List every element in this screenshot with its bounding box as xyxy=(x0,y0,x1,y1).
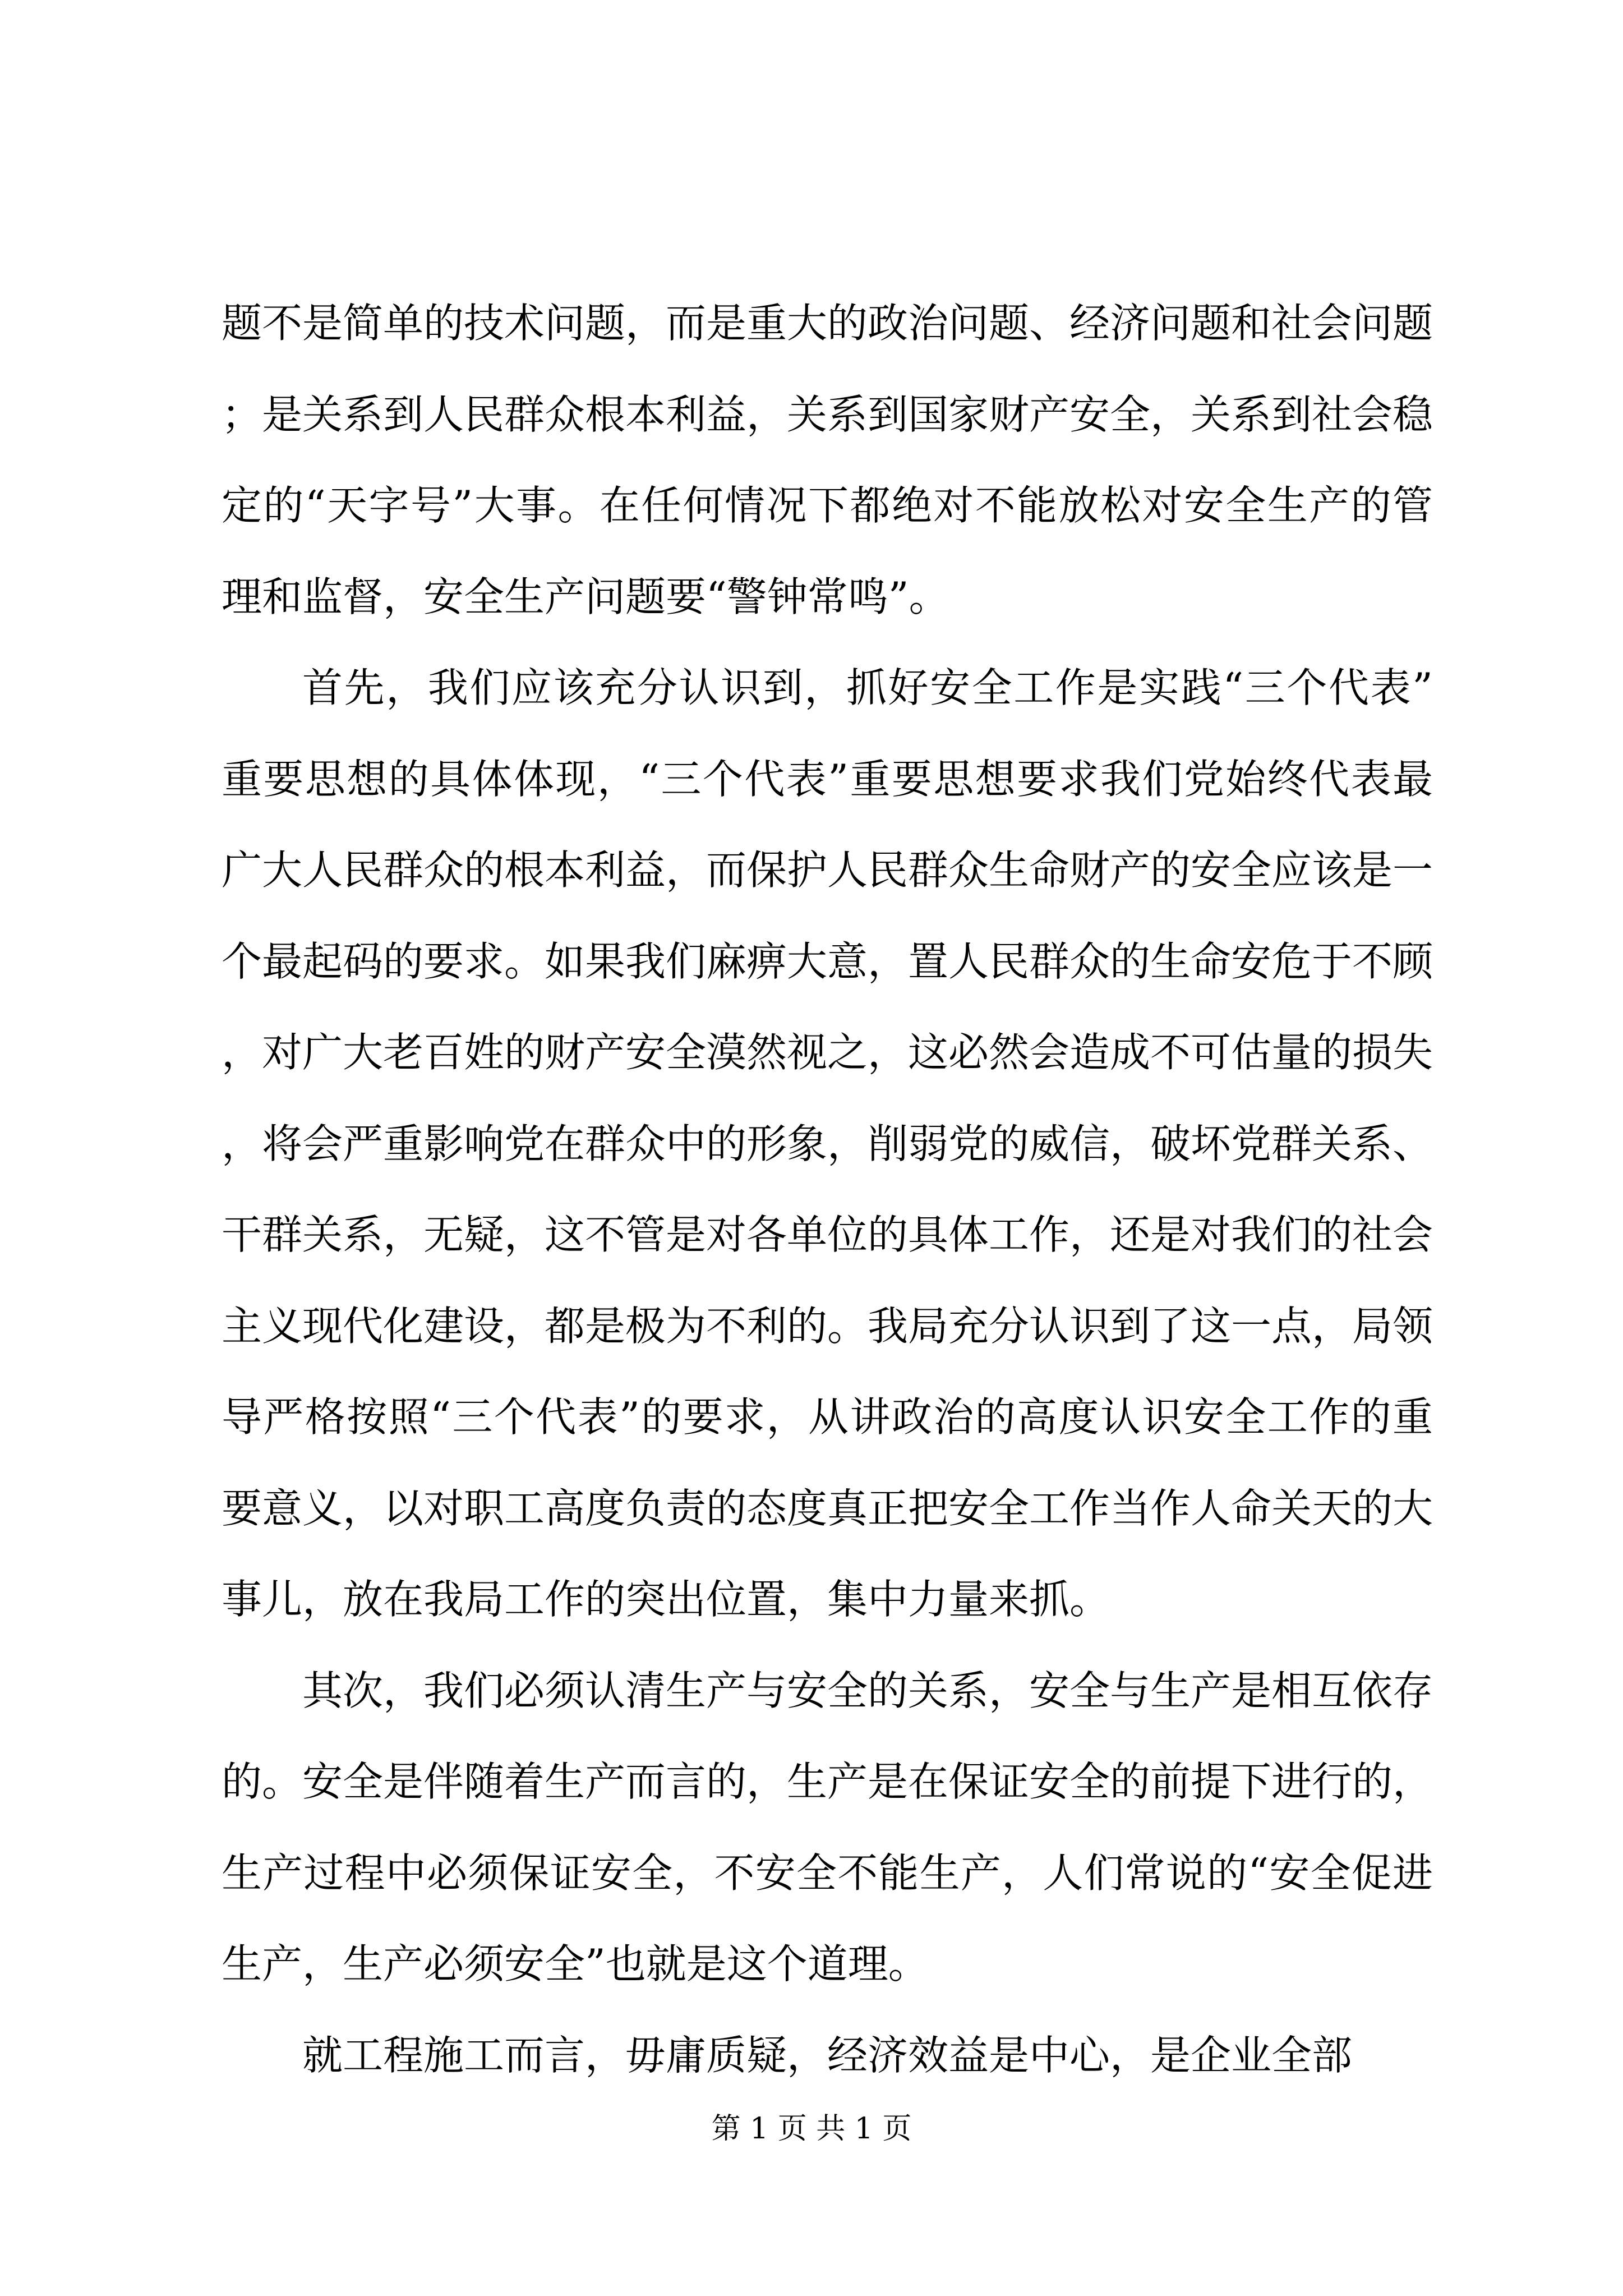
page-number-label: 第 1 页 共 1 页 xyxy=(711,2112,912,2146)
paragraph-4: 就工程施工而言，毋庸质疑，经济效益是中心，是企业全部 xyxy=(302,2031,1353,2079)
page-footer xyxy=(0,2109,1623,2148)
paragraph-3: 其次，我们必须认清生产与安全的关系，安全与生产是相互依存的。安全是伴随着生产而言的，生产是在保证安全的前提下进行的，生产过程中必须保证安全，不安全不能生产，人们常说的“安全促进生产，生产必须安全”也就是这个道理。 xyxy=(222,1667,1433,1987)
paragraph-2: 首先，我们应该充分认识到，抓好安全工作是实践“三个代表”重要思想的具体体现，“三个代表”重要思想要求我们党始终代表最广大人民群众的根本利益，而保护人民群众生命财产的安全应该是一个最起码的要求。如果我们麻痹大意，置人民群众的生命安危于不顾，对广大老百姓的财产安全漠然视之，这必然会造成不可估量的损失，将会严重影响党在群众中的形象，削弱党的威信，破坏党群关系、干群关系，无疑，这不管是对各单位的具体工作，还是对我们的社会主义现代化建设，都是极为不利的。我局充分认识到了这一点，局领导严格按照“三个代表”的要求，从讲政治的高度认识安全工作的重要意义，以对职工高度负责的态度真正把安全工作当作人命关天的大事儿，放在我局工作的突出位置，集中力量来抓。 xyxy=(222,664,1433,1623)
paragraph-1: 题不是简单的技术问题，而是重大的政治问题、经济问题和社会问题；是关系到人民群众根本利益，关系到国家财产安全，关系到社会稳定的“天字号”大事。在任何情况下都绝对不能放松对安全生产的管理和监督，安全生产问题要“警钟常鸣”。 xyxy=(222,300,1433,620)
document-body xyxy=(222,278,1433,2101)
